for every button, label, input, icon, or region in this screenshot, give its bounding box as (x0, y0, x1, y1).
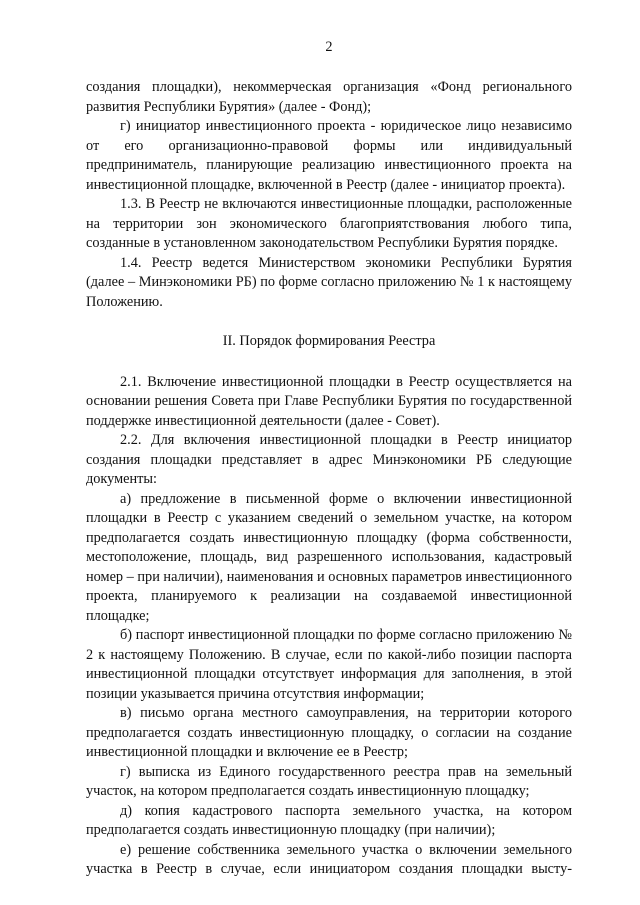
paragraph-1-4: 1.4. Реестр ведется Министерством экономики Республики Бурятия (далее – Минэкономики РБ) по форме согласно приложению № 1 к настоящему Положению. (86, 254, 572, 310)
paragraph-1-3: 1.3. В Реестр не включаются инвестиционные площадки, расположенные на территории зон экономического благоприятствования любого типа, созданные в установленном законодательством Республики Бурятия порядке. (86, 196, 572, 251)
paragraph-2-2: 2.2. Для включения инвестиционной площадки в Реестр инициатор создания площадки представляет в адрес Минэкономики РБ следующие документы: (86, 432, 572, 487)
list-item-v: в) письмо органа местного самоуправления, на территории которого предполагается создать инвестиционную площадку, о согласии на создание инвестиционной площадки и включение ее в Реестр; (86, 705, 572, 760)
paragraph-fund-definition: создания площадки), некоммерческая организация «Фонд регионального развития Республики Бурятия» (далее - Фонд); (86, 79, 572, 115)
list-item-d: д) копия кадастрового паспорта земельного участка, на котором предполагается создать инвестиционную площадку (при наличии); (86, 802, 572, 838)
paragraph-2-1: 2.1. Включение инвестиционной площадки в Реестр осуществляется на основании решения Совета при Главе Республики Бурятия по государственной поддержке инвестиционной деятельности (далее - Совет). (86, 373, 572, 429)
list-item-g: г) выписка из Единого государственного реестра прав на земельный участок, на котором предполагается создать инвестиционную площадку; (86, 763, 572, 799)
list-item-a: а) предложение в письменной форме о включении инвестиционной площадки в Реестр с указанием сведений о земельном участке, на котором предполагается создать инвестиционную площадку (форма собственности, местоположение, площадь, вид разрешенного использования, кадастровый номер – при наличии), наименования и основных параметров инвестиционного проекта, планируемого к реализации на создаваемой инвестиционной площадке; (86, 490, 572, 624)
page-number: 2 (325, 39, 333, 55)
paragraph-initiator-definition: г) инициатор инвестиционного проекта - юридическое лицо независимо от его организационно-правовой формы или индивидуальный предприниматель, планирующие реализацию инвестиционного проекта на инвестиционной площадке, включенной в Реестр (далее - инициатор проекта). (86, 118, 572, 193)
list-item-e: е) решение собственника земельного участка о включении земельного участка в Реестр в случае, если инициатором создания площадки высту- (86, 841, 572, 877)
document-body (86, 78, 572, 880)
section-heading: II. Порядок формирования Реестра (222, 333, 436, 349)
list-item-b: б) паспорт инвестиционной площадки по форме согласно приложению № 2 к настоящему Положению. В случае, если по какой-либо позиции паспорта инвестиционной площадки отсутствует информация для заполнения, в этой позиции указывается причина отсутствия информации; (86, 627, 572, 702)
